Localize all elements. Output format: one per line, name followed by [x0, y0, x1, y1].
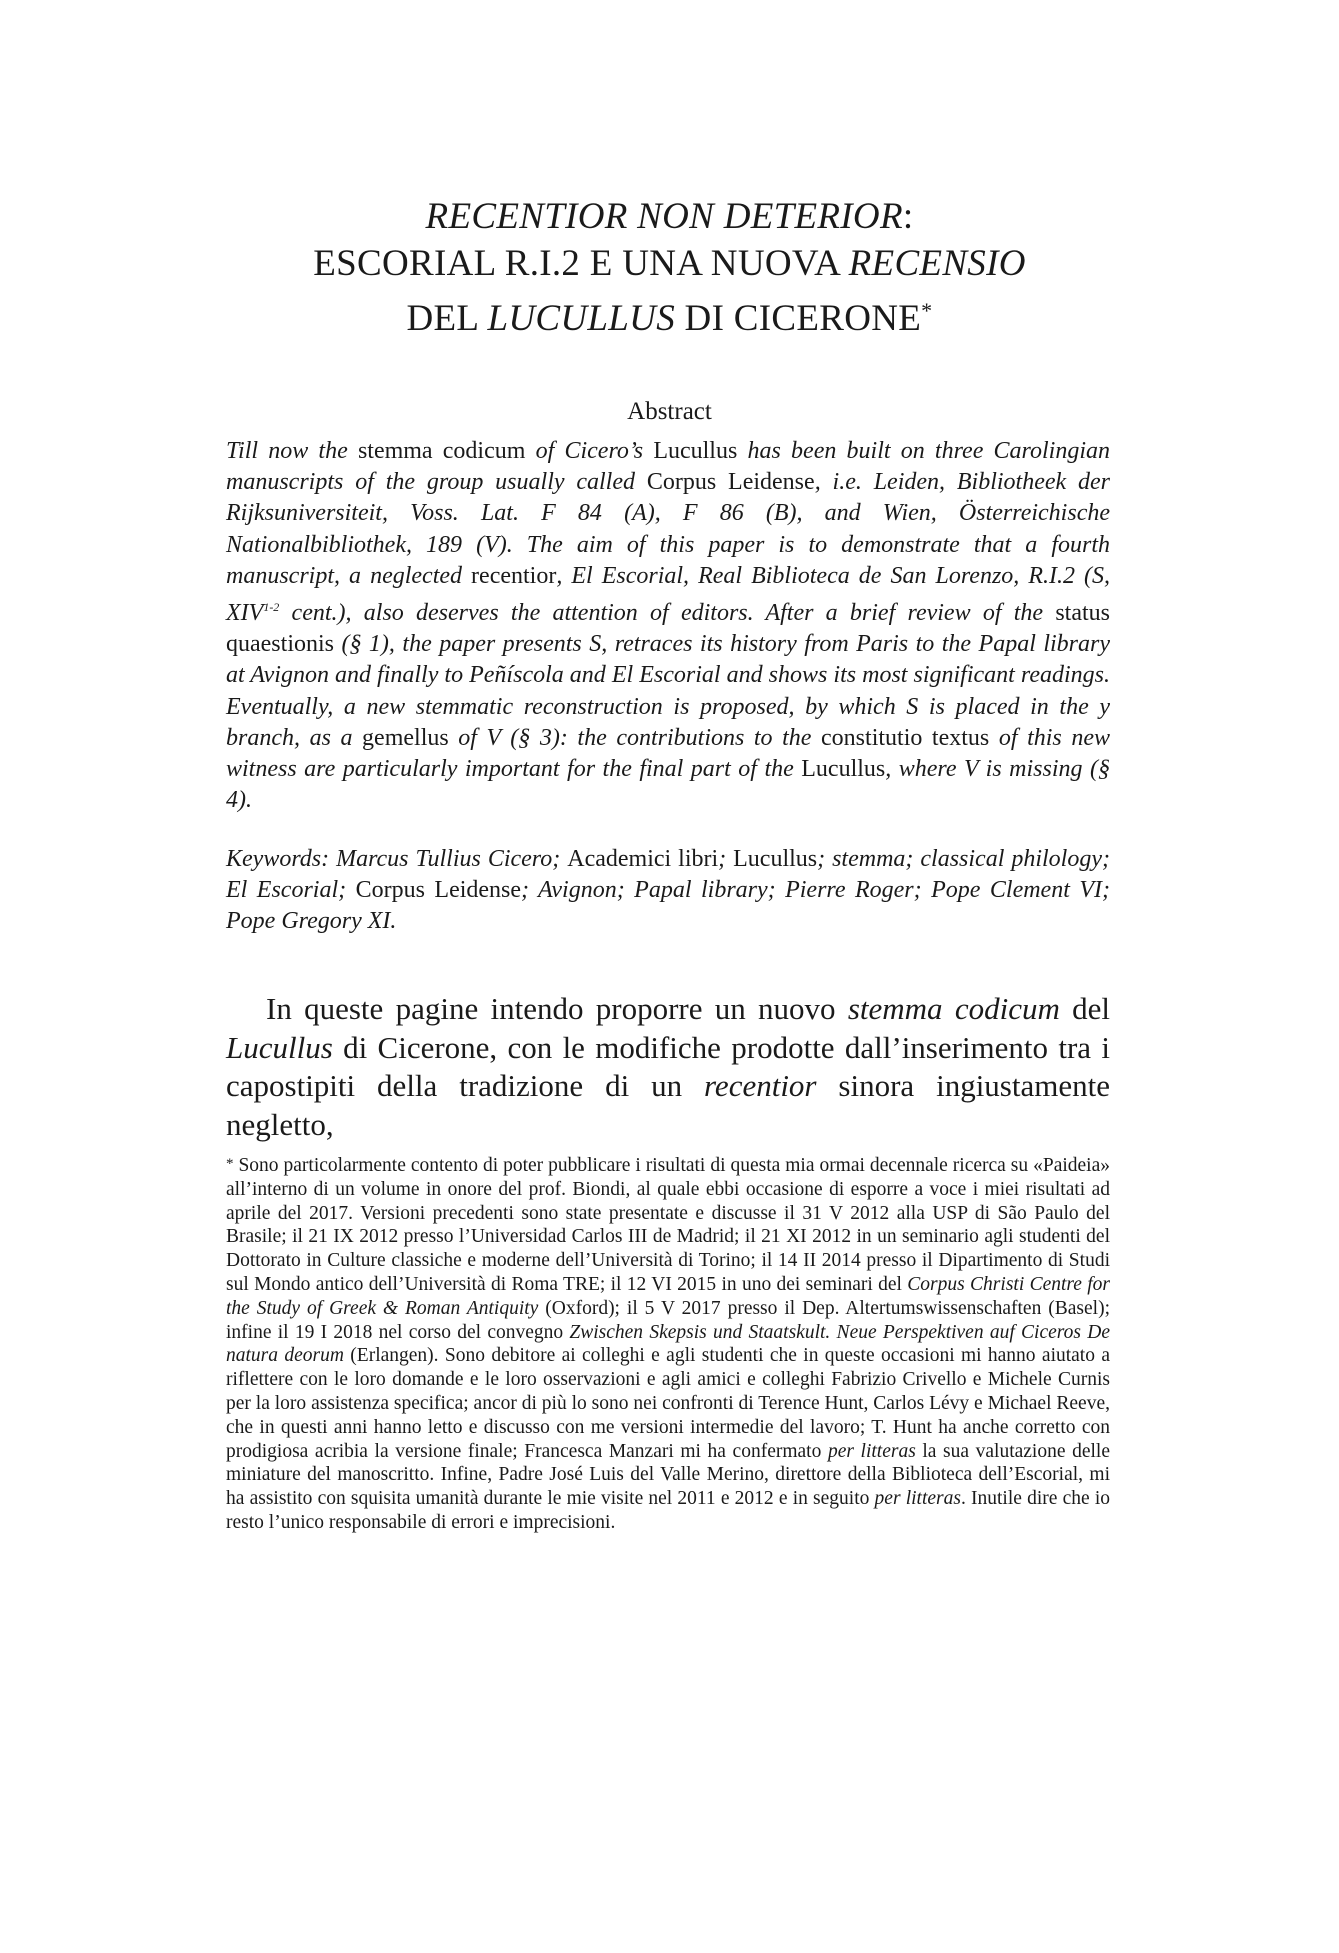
abstract-segment: recentior [471, 562, 557, 589]
title-line-2-text: ESCORIAL R.I.2 E UNA NUOVA [313, 243, 849, 284]
abstract-segment: , where V is missing (§ 4). [226, 756, 1110, 814]
body-segment: del [1059, 991, 1110, 1026]
body-segment: Lucullus [226, 1029, 333, 1065]
abstract-segment: Lucullus [801, 756, 886, 783]
title-line-1-colon: : [902, 196, 914, 237]
body-segment: stemma codicum [847, 991, 1060, 1026]
footnote-text [226, 1155, 1110, 1533]
keywords-segment: ; [718, 846, 734, 872]
abstract-segment: 1-2 [263, 600, 280, 615]
footnote-segment: la sua valutazione delle miniature del manoscritto. Infine, Padre José Luis del Valle Merino, direttore della Biblioteca dell’Escorial, mi ha assistito con squisita umanità durante le mie visite nel 2011 e 2012 e in seguito [226, 1440, 1110, 1510]
footnote-segment: . Inutile dire che io resto l’unico responsabile di errori e imprecisioni. [226, 1488, 1110, 1533]
body-segment: In queste pagine intendo proporre un nuovo [266, 991, 848, 1026]
keywords-segment: ; Avignon; Papal library; Pierre Roger; Pope Clement VI; Pope Gregory XI. [226, 877, 1110, 934]
title-footnote-mark: * [921, 298, 933, 323]
footnote-segment: Zwischen Skepsis und Staatskult. Neue Perspektiven auf Ciceros De natura deorum [226, 1321, 1110, 1367]
abstract-segment: cent.), also deserves the attention of editors. After a brief review of the [279, 600, 1056, 627]
title-line-2 [0, 240, 1339, 287]
keywords-segment: Corpus Leidense [355, 877, 522, 903]
abstract-segment: Corpus Leidense [646, 469, 815, 496]
keywords-segment: Academici libri [567, 846, 719, 872]
keywords-text [226, 844, 1110, 937]
title-line-2-italic: RECENSIO [848, 243, 1026, 284]
keywords-segment: ; stemma; classical philology; El Escorial; [226, 846, 1110, 903]
abstract-heading: Abstract [627, 398, 712, 425]
abstract-segment: , El Escorial, Real Biblioteca de San Lorenzo, R.I.2 (S, XIV [226, 562, 1110, 627]
abstract-segment: gemellus [362, 724, 449, 751]
body-segment: di Cicerone, con le modifiche prodotte dall’inserimento tra i capostipiti della tradizione di un [226, 1029, 1110, 1103]
title-line-1-italic: RECENTIOR NON DETERIOR [425, 196, 903, 237]
body-paragraph [226, 990, 1110, 1144]
abstract-segment: , i.e. Leiden, Bibliotheek der Rijksuniversiteit, Voss. Lat. F 84 (A), F 86 (B), and Wien, Österreichische Nationalbibliothek, 189 (V). The aim of this paper is to demonstrate that a fourth manuscript, a neglected [226, 469, 1111, 589]
footnote-segment: Corpus Christi Centre for the Study of Greek & Roman Antiquity [226, 1273, 1110, 1319]
abstract-segment: of this new witness are particularly important for the final part of the [226, 724, 1110, 783]
abstract-segment: (§ 1), the paper presents S, retraces its history from Paris to the Papal library at Avignon and finally to Peñíscola and El Escorial and shows its most significant readings. Eventually, a new stemmatic reconstruction is proposed, by which S is placed in the y branch, as a [226, 631, 1110, 751]
footnote-segment: (Erlangen). Sono debitore ai colleghi e agli studenti che in queste occasioni mi hanno aiutato a riflettere con le loro domande e le loro osservazioni e agli amici e colleghi Fabrizio Crivello e Michele Curnis per la loro assistenza specifica; ancor di più lo sono nei confronti di Terence Hunt, Carlos Lévy e Michael Reeve, che in questi anni hanno letto e discusso con me versioni intermedie del lavoro; T. Hunt ha anche corretto con prodigiosa acribia la versione finale; Francesca Manzari mi ha confermato [226, 1345, 1110, 1462]
abstract-segment: constitutio textus [821, 724, 990, 751]
abstract-segment: Lucullus [653, 438, 738, 464]
abstract-segment: stemma codicum [357, 438, 526, 464]
abstract-segment: of Cicero’s [525, 438, 654, 464]
body-segment: sinora ingiustamente negletto, [226, 1068, 1110, 1142]
body-paragraph-text [226, 990, 1110, 1144]
footnote-segment: (Oxford); il 5 V 2017 presso il Dep. Altertumswissenschaften (Basel); infine il 19 I 2018 nel corso del convegno [226, 1297, 1110, 1343]
footnote-segment: per litteras [827, 1440, 916, 1462]
title-line-3 [0, 287, 1339, 342]
abstract-text [226, 436, 1110, 816]
footnote-segment: Sono particolarmente contento di poter pubblicare i risultati di questa mia ormai decennale ricerca su «Paideia» all’interno di un volume in onore del prof. Biondi, al quale ebbi occasione di esporre a voce i miei risultati ad aprile del 2017. Versioni precedenti sono state presentate e discusse il 31 V 2012 alla USP di São Paulo del Brasile; il 21 IX 2012 presso l’Universidad Carlos III de Madrid; il 21 XI 2012 in un seminario agli studenti del Dottorato in Culture classiche e moderne dell’Università di Torino; il 14 II 2014 presso il Dipartimento di Studi sul Mondo antico dell’Università di Roma TRE; il 12 VI 2015 in uno dei seminari del [226, 1155, 1110, 1295]
keywords-segment: Keywords: Marcus Tullius Cicero; [226, 846, 568, 872]
footnote-mark: * [226, 1156, 234, 1172]
abstract-segment: status quaestionis [226, 600, 1110, 658]
title-line-3-tail: DI CICERONE [675, 298, 922, 339]
footnote-segment: per litteras [874, 1488, 961, 1510]
abstract-segment: Till now the [226, 438, 358, 464]
footnote [226, 1153, 1110, 1535]
abstract-segment: has been built on three Carolingian manuscripts of the group usually called [226, 438, 1110, 496]
title-line-3-text: DEL [406, 298, 488, 339]
title-line-3-italic: LUCULLUS [487, 298, 675, 339]
body-segment: recentior [704, 1068, 817, 1103]
title-line-1 [0, 193, 1339, 240]
keywords-segment: Lucullus [733, 846, 818, 872]
article-title [0, 193, 1339, 342]
abstract-segment: of V (§ 3): the contributions to the [448, 724, 822, 751]
